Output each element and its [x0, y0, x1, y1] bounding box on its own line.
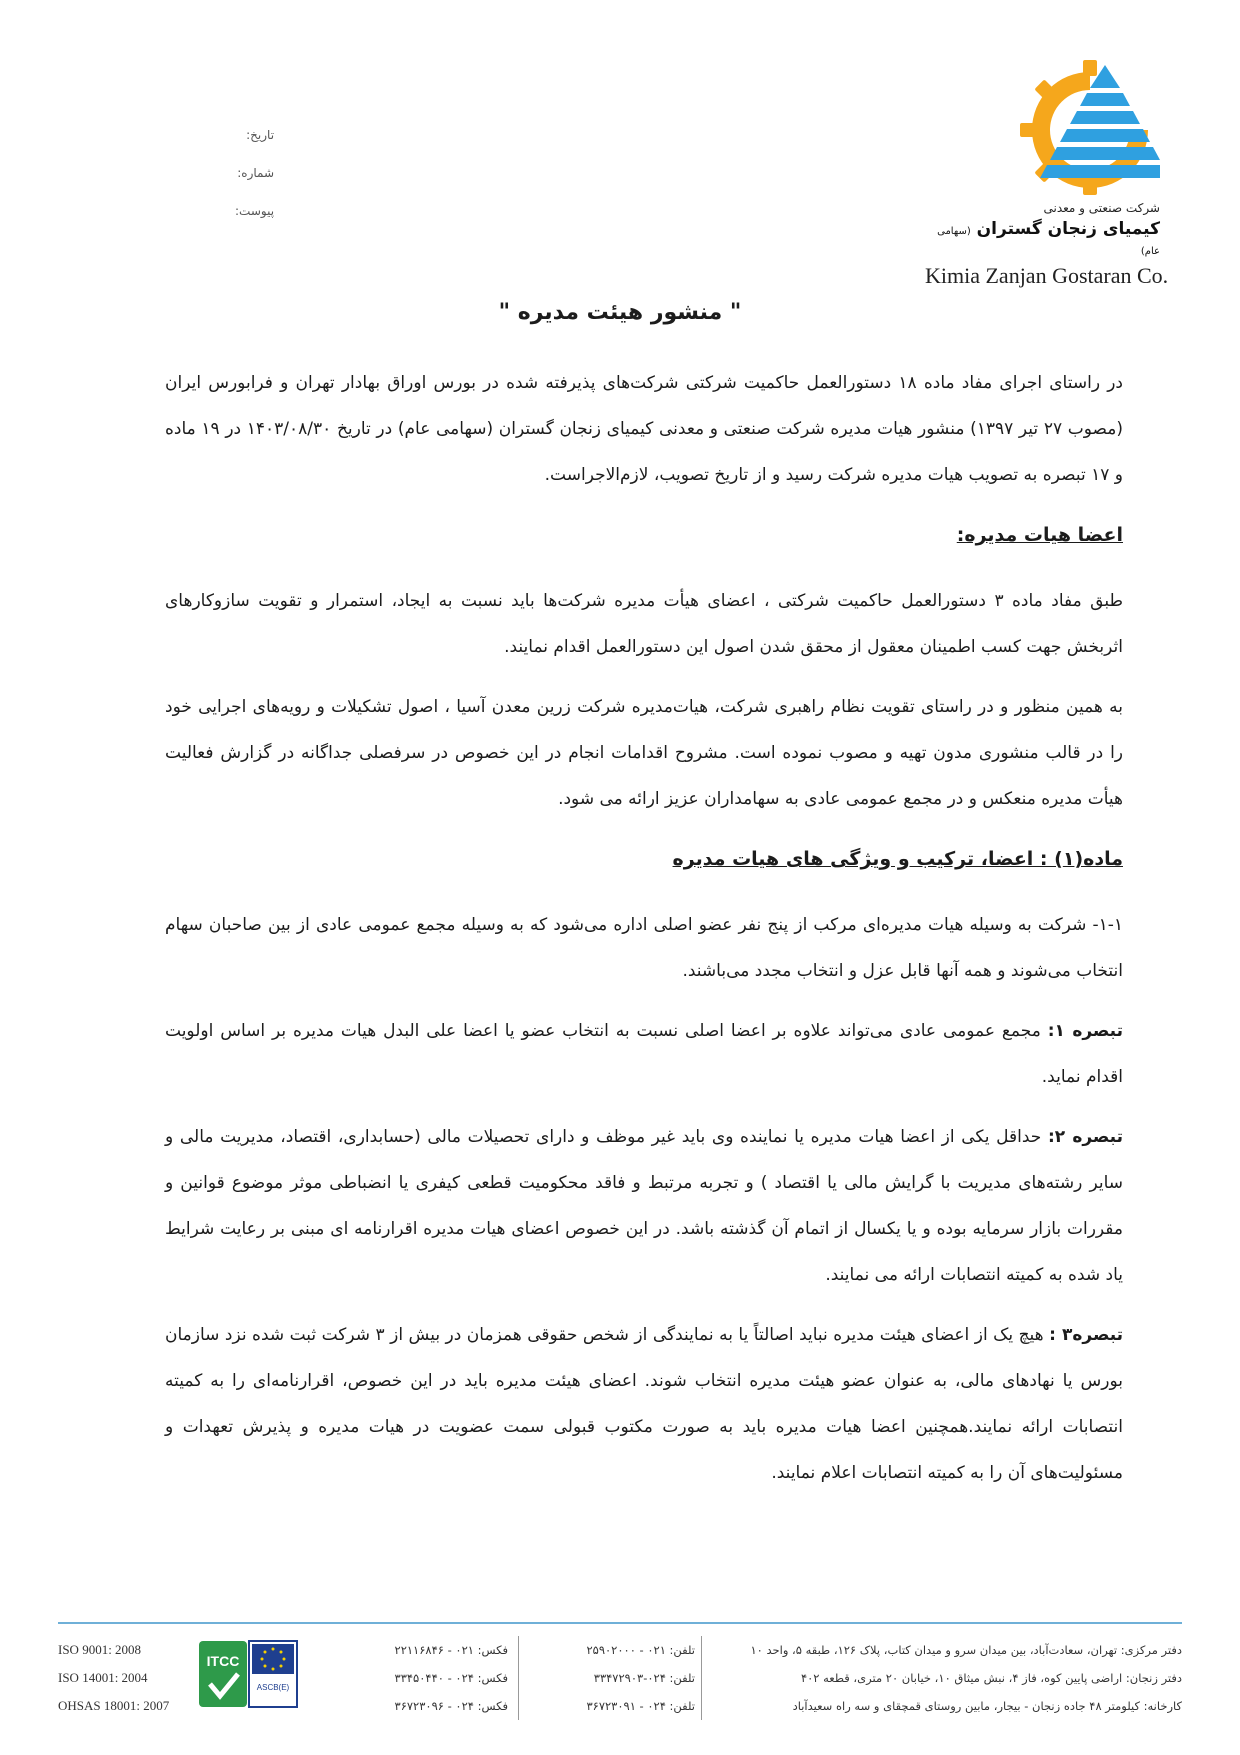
note-2: [165, 1114, 1123, 1298]
date-label: تاریخ:: [246, 128, 275, 142]
phone-zanjan: تلفن: ۰۲۴-۳۳۴۷۲۹۰۳: [593, 1671, 695, 1685]
attachment-label: پیوست:: [235, 204, 275, 218]
letter-meta: [235, 128, 274, 242]
company-logo: [925, 60, 1169, 289]
number-label: شماره:: [237, 166, 275, 180]
phone-hq: تلفن: ۰۲۱ - ۲۵۹۰۲۰۰۰: [586, 1643, 695, 1657]
footer-certifications: [58, 1636, 198, 1720]
iso-9001: ISO 9001: 2008: [58, 1642, 142, 1657]
note-1: [165, 1008, 1123, 1100]
gear-pyramid-logo-icon: [1020, 60, 1160, 195]
itcc-certification-icon: [198, 1640, 248, 1708]
address-hq: دفتر مرکزی: تهران، سعادت‌آباد، بین میدان سرو و میدان کتاب، پلاک ۱۲۶، طبقه ۵، واحد ۱۰: [750, 1643, 1182, 1657]
ohsas-18001: OHSAS 18001: 2007: [58, 1698, 170, 1713]
footer-phones: [518, 1636, 702, 1720]
fax-zanjan: فکس: ۰۲۴ - ۳۳۴۵۰۴۴۰: [394, 1671, 508, 1685]
note-1-text: مجمع عمومی عادی می‌تواند علاوه بر اعضا اصلی نسبت به انتخاب عضو یا اعضا علی البدل هیات مدیره بر اساس اولویت اقدام نماید.: [165, 1021, 1123, 1087]
iso-14001: ISO 14001: 2004: [58, 1670, 148, 1685]
members-paragraph-1: طبق مفاد ماده ۳ دستورالعمل حاکمیت شرکتی ، اعضای هیأت مدیره شرکت‌ها باید نسبت به ایجاد، استمرار و تقویت سازوکارهای اثربخش جهت کسب اطمینان معقول از محقق شدن اصول این دستورالعمل اقدام نمایند.: [165, 591, 1123, 657]
note-3-text: هیچ یک از اعضای هیئت مدیره نباید اصالتاً یا به نمایندگی از شخص حقوقی همزمان در بیش از ۳ شرکت ثبت شده نزد سازمان بورس یا نهادهای مالی، به عنوان عضو هیئت مدیره انتخاب شوند. اعضای هیئت مدیره باید در این خصوص، اقرارنامه‌ای را به کمیته انتصابات ارائه نمایند.همچنین اعضا هیات مدیره باید به صورت مکتوب قبولی سمت عضویت در هیات مدیره و پذیرش تعهدات و مسئولیت‌های آن را به کمیته انتصابات اعلام نمایند.: [165, 1325, 1123, 1483]
note-3-label: تبصره۳ :: [1049, 1325, 1124, 1345]
company-name-fa: کیمیای زنجان گستران (سهامی عام): [937, 219, 1160, 257]
itcc-badge-label: ITCC: [206, 1653, 240, 1669]
footer-addresses: [637, 1636, 1182, 1720]
company-name-en: Kimia Zanjan Gostaran Co.: [925, 263, 1169, 288]
phone-factory: تلفن: ۰۲۴ - ۳۶۷۲۳۰۹۱: [586, 1699, 695, 1713]
article1-heading: ماده(۱) : اعضا، ترکیب و ویژگی های هیات مدیره: [672, 848, 1123, 870]
note-2-label: تبصره ۲:: [1047, 1127, 1124, 1147]
ascb-certification-icon: [248, 1640, 298, 1708]
address-factory: کارخانه: کیلومتر ۴۸ جاده زنجان - بیجار، مابین روستای قمچقای و سه راه سعیدآباد: [792, 1699, 1182, 1713]
members-heading: اعضا هیات مدیره:: [956, 524, 1123, 546]
page-footer: [58, 1628, 1182, 1718]
members-paragraph-2: به همین منظور و در راستای تقویت نظام راهبری شرکت، هیات‌مدیره شرکت زرین معدن آسیا ، اصول تشکیلات و رویه‌های اجرایی خود را در قالب منشوری مدون تهیه و مصوب نموده است. مشروح اقدامات انجام در این خصوص در سرفصلی جداگانه در گزارش فعالیت هیأت مدیره منعکس و در مجمع عمومی عادی به سهامداران عزیز ارائه می شود.: [165, 697, 1123, 809]
address-zanjan: دفتر زنجان: اراضی پایین کوه، فاز ۴، نبش میثاق ۱۰، خیابان ۲۰ متری، قطعه ۴۰۲: [800, 1671, 1182, 1685]
document-title: " منشور هیئت مدیره ": [498, 300, 742, 325]
article1-clause-1: ۱-۱- شرکت به وسیله هیات مدیره‌ای مرکب از پنج نفر عضو اصلی اداره می‌شود که به وسیله مجمع عمومی عادی از بین صاحبان سهام انتخاب می‌شوند و همه آنها قابل عزل و انتخاب مجدد می‌باشند.: [165, 915, 1123, 981]
footer-faxes: [358, 1636, 508, 1720]
note-2-text: حداقل یکی از اعضا هیات مدیره یا نماینده وی باید غیر موظف و دارای تحصیلات مالی (حسابداری، اقتصاد، مدیریت مالی و سایر رشته‌های مدیریت با گرایش مالی یا اقتصاد ) و تجربه مرتبط و فاقد محکومیت قطعی کیفری یا انضباطی موثر موضوع قوانین و مقررات بازار سرمایه بوده و یا یکسال از اتمام آن گذشته باشد. در این خصوص اعضای هیات مدیره اقرارنامه ای مبنی بر رعایت شرایط یاد شده به کمیته انتصابات ارائه می نمایند.: [165, 1127, 1123, 1285]
fax-factory: فکس: ۰۲۴ - ۳۶۷۲۳۰۹۶: [394, 1699, 508, 1713]
footer-divider: [58, 1622, 1182, 1624]
document-body: [165, 360, 1123, 1510]
note-1-label: تبصره ۱:: [1047, 1021, 1124, 1041]
company-subtitle: شرکت صنعتی و معدنی: [1043, 201, 1160, 215]
intro-paragraph: در راستای اجرای مفاد ماده ۱۸ دستورالعمل حاکمیت شرکتی شرکت‌های پذیرفته شده در بورس اوراق بهادار تهران و فرابورس ایران (مصوب ۲۷ تیر ۱۳۹۷) منشور هیات مدیره شرکت صنعتی و معدنی کیمیای زنجان گستران (سهامی عام) در تاریخ ۱۴۰۳/۰۸/۳۰ در ۱۹ ماده و ۱۷ تبصره به تصویب هیات مدیره شرکت رسید و از تاریخ تصویب، لازم‌الاجراست.: [165, 373, 1124, 485]
note-3: [165, 1312, 1123, 1496]
fax-hq: فکس: ۰۲۱ - ۲۲۱۱۶۸۴۶: [394, 1643, 508, 1657]
asc-badge-label: ASCB(E): [256, 1683, 290, 1692]
